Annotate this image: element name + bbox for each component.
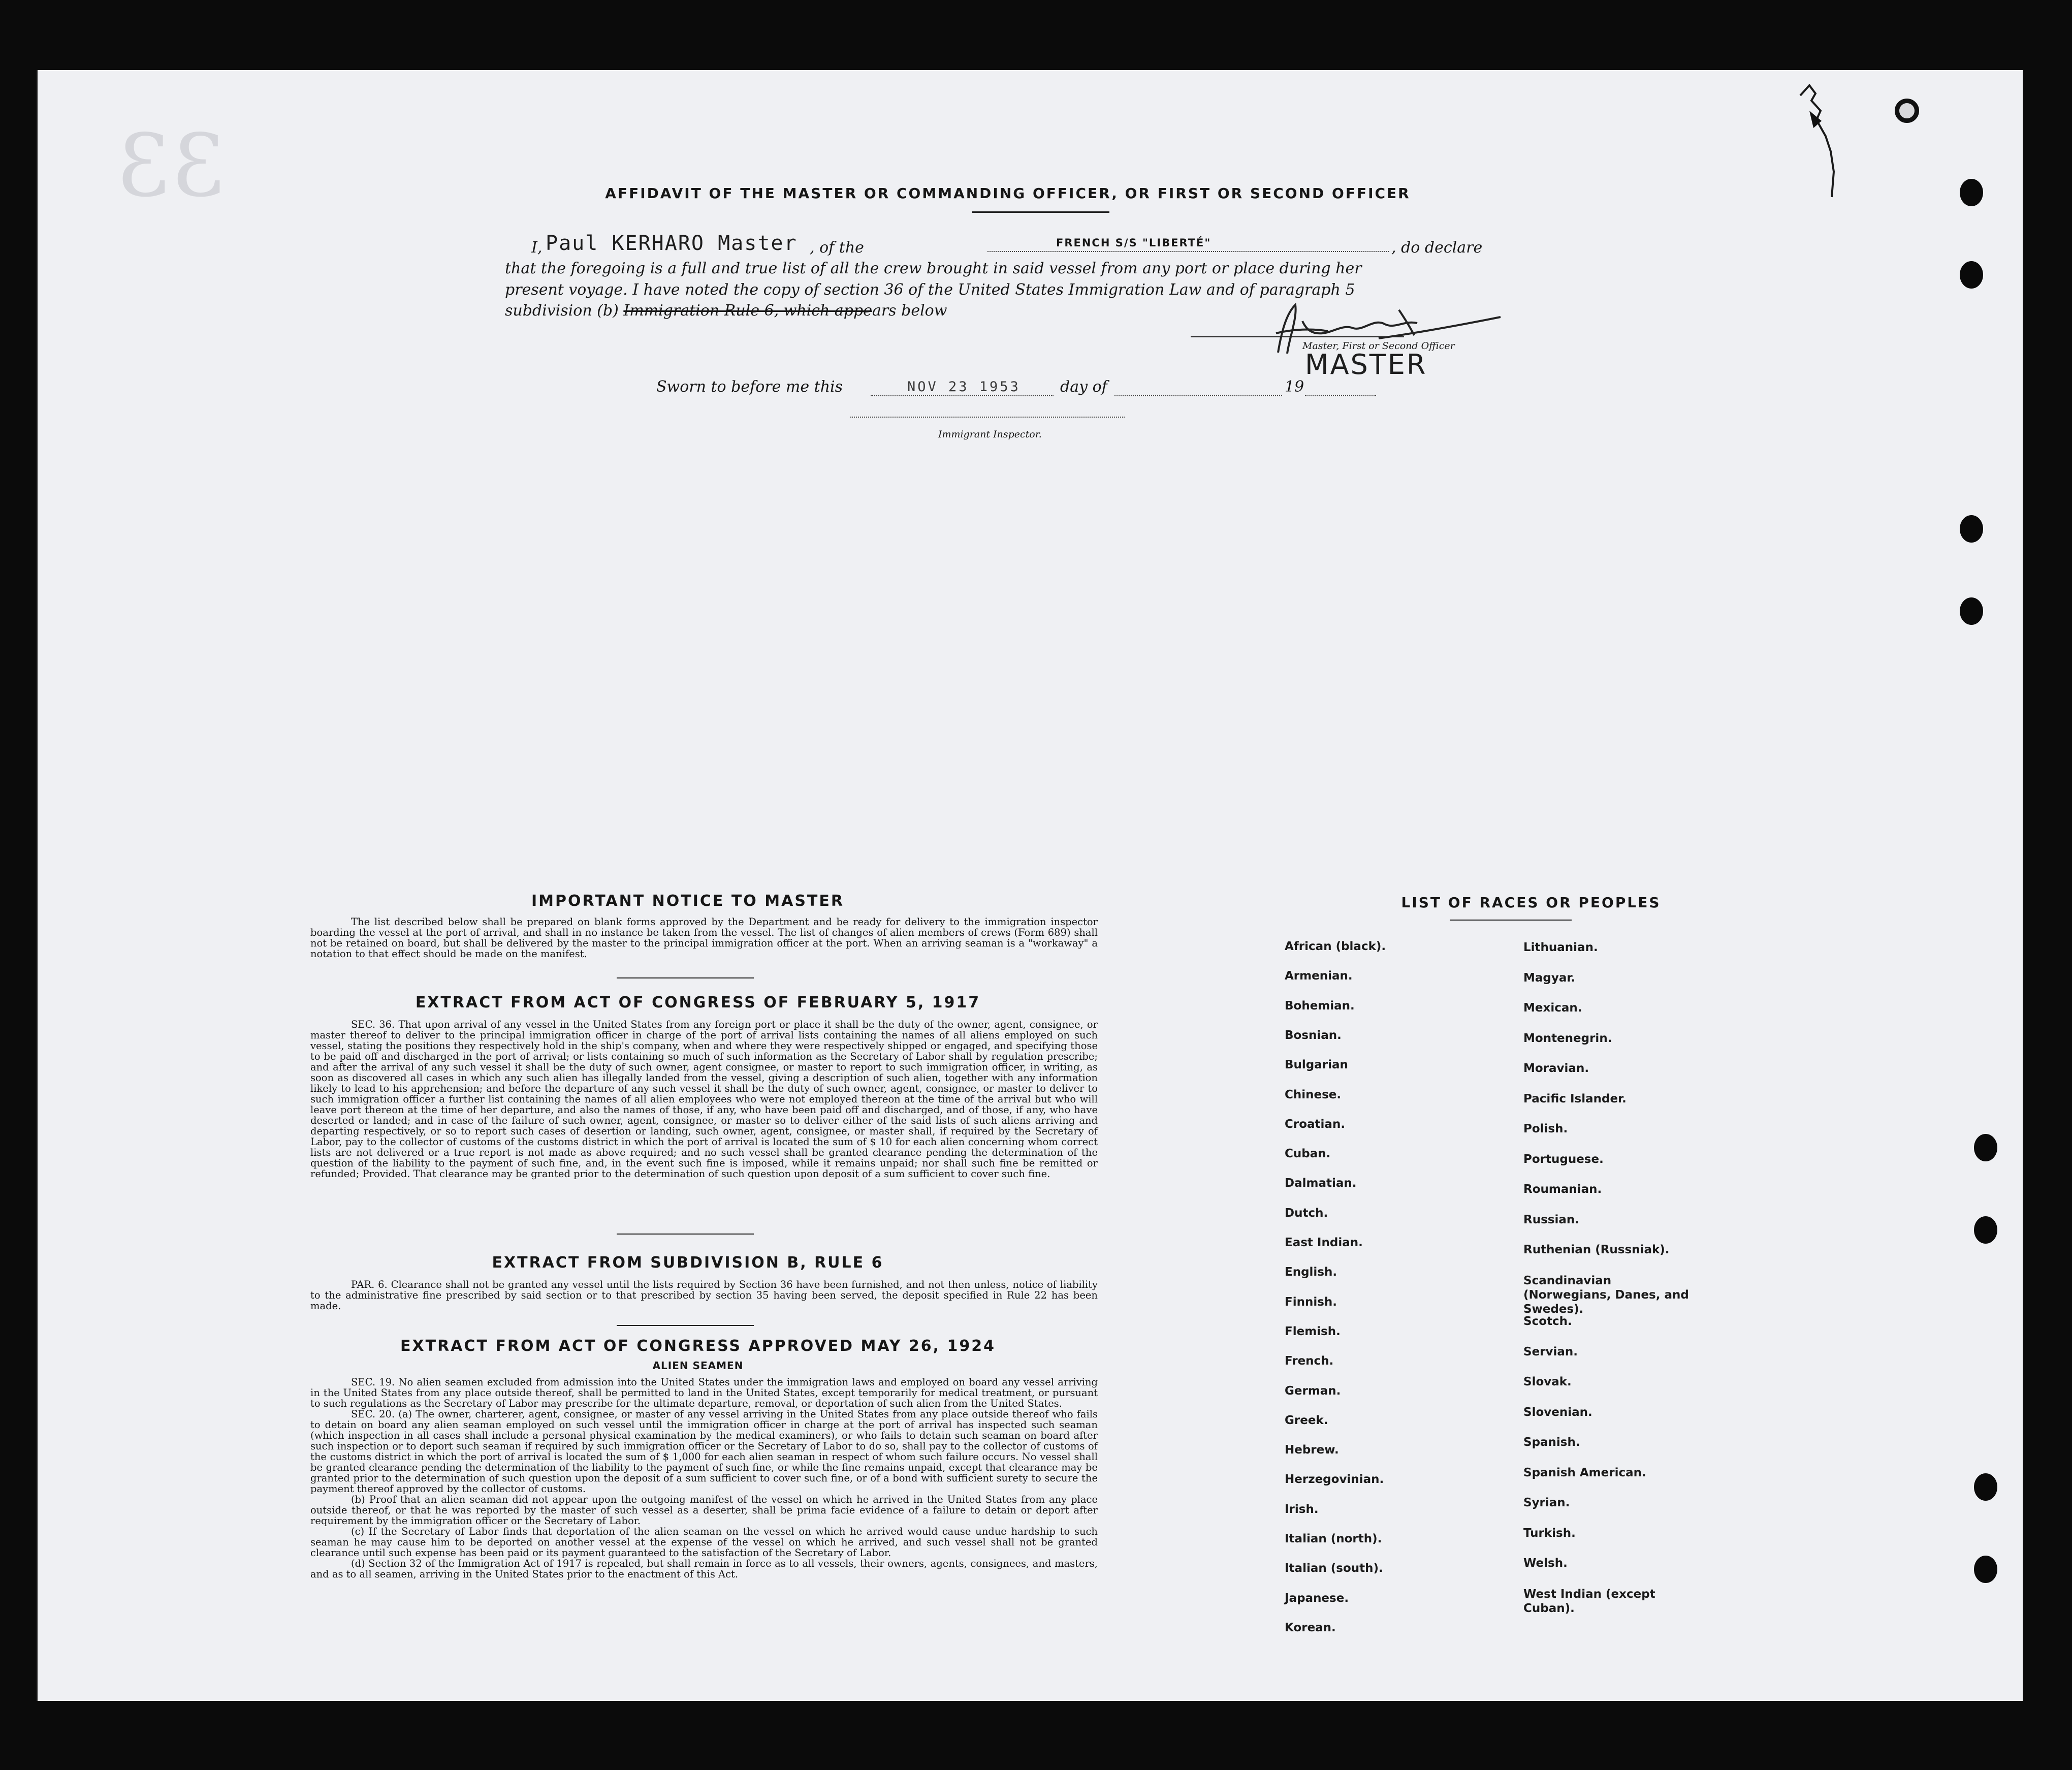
- alien-seamen-subtitle: ALIEN SEAMEN: [652, 1360, 744, 1372]
- race-item: Japanese.: [1285, 1591, 1349, 1605]
- master-name: Paul KERHARO Master: [546, 232, 798, 255]
- race-item: Magyar.: [1523, 971, 1576, 985]
- par-6-paragraph: PAR. 6. Clearance shall not be granted any vessel until the lists required by Section 36 have been furnished, and not then unless, notice of liability to the administrative fine prescribed by said section or to that prescribed by section 35 having been served, the deposit specified in Rule 22 has been made.: [310, 1279, 1098, 1312]
- sec-20d-paragraph: (d) Section 32 of the Immigration Act of 1917 is repealed, but shall remain in force as to all vessels, their owners, agents, consignees, and masters, and as to all seamen, arriving in the United States prior to the enactment of this Act.: [310, 1558, 1098, 1580]
- signature-caption: Master, First or Second Officer: [1302, 340, 1455, 352]
- race-item: Russian.: [1523, 1213, 1579, 1226]
- race-item: Pacific Islander.: [1523, 1092, 1627, 1105]
- notice-rule: [617, 977, 754, 978]
- race-item: Welsh.: [1523, 1557, 1568, 1570]
- binding-hole-icon: [1974, 1556, 1997, 1583]
- i-label: I,: [531, 239, 543, 257]
- race-item: Turkish.: [1523, 1526, 1576, 1540]
- race-item: Armenian.: [1285, 969, 1353, 983]
- notice-text: [310, 916, 1098, 959]
- year-dots: [1305, 395, 1376, 396]
- do-declare-label: , do declare: [1391, 239, 1483, 257]
- affidavit-line-4: [505, 302, 947, 320]
- race-item: Finnish.: [1285, 1295, 1337, 1309]
- sec-36-paragraph: SEC. 36. That upon arrival of any vessel in the United States from any foreign port or place it shall be the duty of the owner, agent, consignee, or master thereof to deliver to the principal immigration officer in charge of the port of arrival lists containing the names of all aliens employed on such vessel, stating the positions they respectively hold in the ship's company, when and where they were respectively shipped or engaged, and specifying those to be paid off and discharged in the port of arrival; or lists containing so much of such information as the Secretary of Labor shall by regulation prescribe; and after the arrival of any such vessel it shall be the duty of such owner, agent consignee, or master to report to such immigration officer, in writing, as soon as discovered all cases in which any such alien has illegally landed from the vessel, giving a description of such alien, together with any information likely to lead to his apprehension; and before the departure of any such vessel it shall be the duty of such owner, agent, consignee, or master to deliver to such immigration officer a further list containing the names of all alien employees who were not employed thereon at the time of the arrival but who will leave port thereon at the time of her departure, and also the names of those, if any, who have been paid off and discharged, and of those, if any, who have deserted or landed; and in case of the failure of such owner, agent, consignee, or master so to deliver either of the said lists of such aliens arriving and departing respectively, or so to report such cases of desertion or landing, such owner, agent, consignee, or master shall, if required by the Secretary of Labor, pay to the collector of customs of the customs district in which the port of arrival is located the sum of $ 10 for each alien concerning whom correct lists are not delivered or a true report is not made as above required; and no such vessel shall be granted clearance pending the determination of the question of the liability to the payment of such fine, and, in the event such fine is imposed, while it remains unpaid; nor shall such fine be remitted or refunded; Provided. That clearance may be granted prior to the determination of such question upon deposit of a sum sufficient to cover such fine.: [310, 1019, 1098, 1180]
- day-of-label: day of: [1060, 378, 1107, 396]
- race-item: Herzegovinian.: [1285, 1473, 1384, 1487]
- race-item: East Indian.: [1285, 1236, 1363, 1249]
- race-item: Irish.: [1285, 1502, 1319, 1516]
- race-item: Dutch.: [1285, 1206, 1328, 1220]
- vessel-dots: [987, 251, 1389, 252]
- extract-1917-rule: [617, 1234, 754, 1235]
- extract-1924-text: [310, 1377, 1098, 1579]
- race-item: English.: [1285, 1266, 1337, 1279]
- race-item: Cuban.: [1285, 1147, 1331, 1161]
- race-item: Spanish American.: [1523, 1466, 1646, 1479]
- date-dots: [871, 395, 1054, 396]
- race-item: West Indian (except Cuban).: [1523, 1587, 1655, 1615]
- races-title-rule: [1450, 920, 1572, 921]
- binding-hole-icon: [1974, 1473, 1997, 1501]
- race-item: Scandinavian (Norwegians, Danes, and Swedes).: [1523, 1274, 1689, 1316]
- race-item: Lithuanian.: [1523, 941, 1598, 954]
- affidavit-line-3: present voyage. I have noted the copy of section 36 of the United States Immigration Law and of paragraph 5: [505, 281, 1355, 299]
- race-item: Ruthenian (Russniak).: [1523, 1243, 1670, 1256]
- extract-rule6-title: EXTRACT FROM SUBDIVISION B, RULE 6: [492, 1254, 884, 1272]
- signature-line: [1191, 336, 1404, 337]
- race-item: Chinese.: [1285, 1088, 1342, 1101]
- extract-rule6-rule: [617, 1325, 754, 1326]
- hole-ring-icon: [1895, 99, 1919, 123]
- race-item: Roumanian.: [1523, 1183, 1602, 1196]
- of-the-label: , of the: [810, 239, 864, 257]
- vessel-name: FRENCH S/S "LIBERTÉ": [1056, 237, 1212, 249]
- race-item: Italian (south).: [1285, 1562, 1383, 1575]
- sec-19-paragraph: SEC. 19. No alien seamen excluded from admission into the United States under the immigration laws and employed on board any vessel arriving in the United States from any place outside thereof, shall be permitted to land in the United States, except temporarily for medical treatment, or pursuant to such regulations as the Secretary of Labor may prescribe for the ultimate departure, removal, or deportation of such alien from the United States.: [310, 1376, 1098, 1409]
- race-item: Spanish.: [1523, 1436, 1580, 1449]
- master-stamp: MASTER: [1305, 349, 1427, 381]
- race-item: Syrian.: [1523, 1496, 1570, 1509]
- notice-title: IMPORTANT NOTICE TO MASTER: [531, 892, 844, 910]
- race-item: Mexican.: [1523, 1001, 1582, 1015]
- struck-text: Immigration Rule 6, which appe: [623, 302, 872, 320]
- appears-below-text: ars below: [872, 302, 947, 320]
- race-item: Moravian.: [1523, 1062, 1589, 1075]
- races-title: LIST OF RACES OR PEOPLES: [1401, 894, 1661, 911]
- binding-hole-icon: [1960, 515, 1983, 543]
- race-item: Korean.: [1285, 1621, 1336, 1634]
- extract-1917-text: [310, 1019, 1098, 1179]
- race-item: Montenegrin.: [1523, 1031, 1612, 1045]
- race-item: Slovenian.: [1523, 1405, 1592, 1419]
- race-item: Hebrew.: [1285, 1443, 1339, 1457]
- binding-hole-icon: [1974, 1134, 1997, 1161]
- affidavit-title-rule: [972, 211, 1109, 213]
- race-item: Scotch.: [1523, 1315, 1572, 1328]
- sworn-label: Sworn to before me this: [656, 378, 843, 396]
- extract-1924-title: EXTRACT FROM ACT OF CONGRESS APPROVED MAY 26, 1924: [400, 1337, 996, 1355]
- inspector-caption: Immigrant Inspector.: [938, 429, 1042, 440]
- race-item: Bulgarian: [1285, 1058, 1348, 1072]
- date-stamp: NOV 23 1953: [907, 379, 1021, 395]
- binding-hole-icon: [1960, 179, 1983, 206]
- race-item: Bohemian.: [1285, 999, 1355, 1013]
- affidavit-title: AFFIDAVIT OF THE MASTER OR COMMANDING OFFICER, OR FIRST OR SECOND OFFICER: [605, 185, 1411, 202]
- race-item: Italian (north).: [1285, 1532, 1382, 1545]
- affidavit-line-2: that the foregoing is a full and true list of all the crew brought in said vessel from any port or place during her: [505, 260, 1362, 277]
- subdivision-text: subdivision (b): [505, 302, 619, 320]
- binding-hole-icon: [1974, 1216, 1997, 1244]
- race-item: Slovak.: [1523, 1375, 1572, 1388]
- race-item: Dalmatian.: [1285, 1177, 1357, 1190]
- binding-hole-icon: [1960, 261, 1983, 289]
- race-item: African (black).: [1285, 940, 1386, 953]
- race-item: French.: [1285, 1354, 1334, 1368]
- binding-hole-icon: [1960, 597, 1983, 625]
- race-item: Flemish.: [1285, 1324, 1341, 1338]
- sec-20b-paragraph: (b) Proof that an alien seaman did not appear upon the outgoing manifest of the vessel on which he arrived in the United States from any place outside thereof, or that he was reported by the master of such vessel as a deserter, shall be prima facie evidence of a failure to detain or deport after requirement by the immigration officer or the Secretary of Labor.: [310, 1494, 1098, 1527]
- extract-1917-title: EXTRACT FROM ACT OF CONGRESS OF FEBRUARY 5, 1917: [415, 994, 981, 1012]
- race-item: Bosnian.: [1285, 1028, 1342, 1042]
- race-item: Servian.: [1523, 1345, 1578, 1358]
- race-item: Greek.: [1285, 1413, 1328, 1427]
- race-item: Polish.: [1523, 1122, 1568, 1135]
- year-label: 19: [1285, 378, 1304, 396]
- inspector-dots: [850, 417, 1125, 418]
- extract-rule6-text: [310, 1279, 1098, 1311]
- race-item: Croatian.: [1285, 1117, 1346, 1131]
- race-item: German.: [1285, 1384, 1341, 1398]
- page-number-bleed: 33: [116, 116, 227, 216]
- document-page: [37, 70, 2023, 1701]
- sec-20c-paragraph: (c) If the Secretary of Labor finds that deportation of the alien seaman on the vessel on which he arrived would cause undue hardship to such seaman he may cause him to be deported on another vessel at the expense of the vessel on which he arrived, and such vessel shall not be granted clearance until such expense has been paid or its payment guaranteed to the satisfaction of the Secretary of Labor.: [310, 1526, 1098, 1559]
- sec-20a-paragraph: SEC. 20. (a) The owner, charterer, agent, consignee, or master of any vessel arriving in the United States from any place outside thereof who fails to detain on board any alien seaman employed on such vessel until the immigration officer in charge at the port of arrival has inspected such seaman (which inspection in all cases shall include a personal physical examination by the medical examiners), or who fails to detain such seaman on board after such inspection or to deport such seaman if required by such immigration officer or the Secretary of Labor to do so, shall pay to the collector of customs of the customs district in which the port of arrival is located the sum of $ 1,000 for each alien seaman in respect of whom such failure occurs. No vessel shall be granted clearance pending the determination of the liability to the payment of such fine, or while the fine remains unpaid, except that clearance may be granted prior to the determination of such question upon the deposit of a sum sufficient to cover such fine, or of a bond with sufficient surety to secure the payment thereof approved by the collector of customs.: [310, 1408, 1098, 1495]
- affidavit-line-1: [495, 232, 1511, 257]
- torn-corner-mark: [1785, 75, 1856, 217]
- notice-paragraph: The list described below shall be prepared on blank forms approved by the Department and be ready for delivery to the immigration inspector boarding the vessel at the port of arrival, and shall in no instance be taken from the vessel. The list of changes of alien members of crews (Form 689) shall not be retained on board, but shall be delivered by the master to the principal immigration officer at the port. When an arriving seaman is a "workaway" a notation to that effect should be made on the manifest.: [310, 916, 1098, 960]
- race-item: Portuguese.: [1523, 1152, 1604, 1166]
- month-dots: [1114, 395, 1282, 396]
